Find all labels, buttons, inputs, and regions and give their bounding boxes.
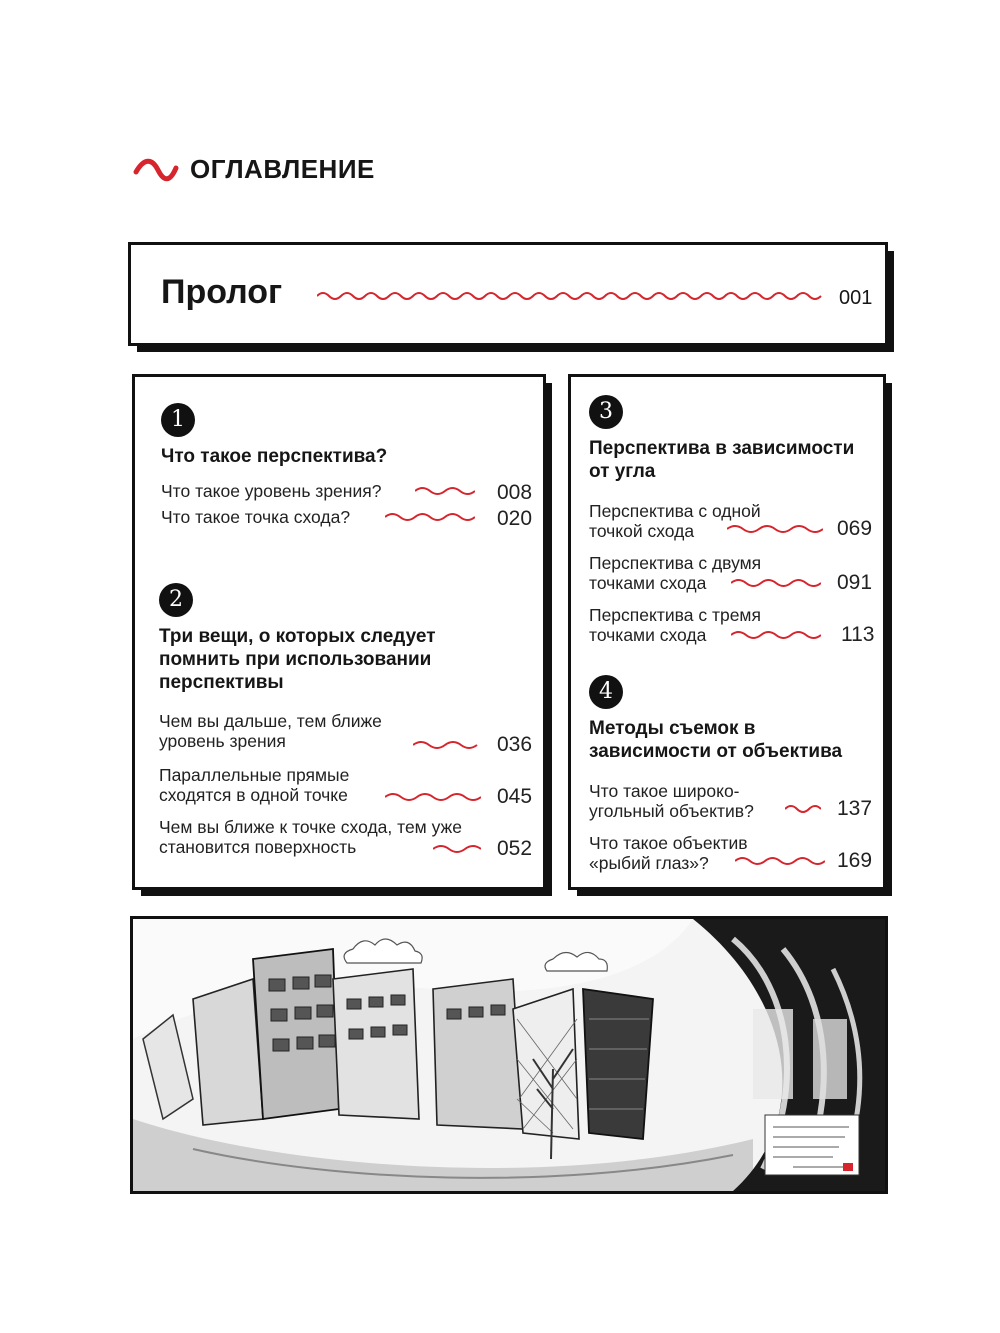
section-title[interactable]: Три вещи, о которых следует помнить при использовании перспективы bbox=[159, 626, 436, 693]
section-title[interactable]: Перспектива в зависимости от угла bbox=[589, 438, 855, 482]
page-number: 045 bbox=[497, 785, 533, 808]
section-number-badge: 4 bbox=[589, 675, 623, 709]
page-number: 020 bbox=[497, 507, 533, 530]
leader-wave-icon bbox=[735, 855, 825, 867]
page-number: 091 bbox=[837, 571, 873, 594]
section-title[interactable]: Методы съемок в зависимости от объектива bbox=[589, 718, 843, 762]
page-number: 069 bbox=[837, 517, 873, 540]
page-number: 008 bbox=[497, 481, 533, 504]
toc-entry-text[interactable]: Перспектива с двумя точками схода bbox=[589, 553, 762, 593]
toc-entry-text[interactable]: Параллельные прямые сходятся в одной точке bbox=[159, 765, 350, 805]
page-title: ОГЛАВЛЕНИЕ bbox=[190, 154, 375, 184]
prologue-title: Пролог bbox=[161, 273, 283, 311]
wave-icon bbox=[132, 156, 180, 184]
toc-column-right bbox=[568, 374, 886, 890]
page-number: 169 bbox=[837, 849, 873, 872]
leader-wave-icon bbox=[731, 629, 821, 641]
page-number: 001 bbox=[839, 287, 873, 309]
toc-entry-text[interactable]: Перспектива с одной точкой схода bbox=[589, 501, 761, 541]
leader-wave-icon bbox=[433, 843, 481, 855]
toc-entry-text[interactable]: Что такое уровень зрения? bbox=[161, 481, 382, 501]
section-title[interactable]: Что такое перспектива? bbox=[161, 446, 388, 467]
toc-entry-text[interactable]: Что такое точка схода? bbox=[161, 507, 351, 527]
prologue-entry[interactable] bbox=[128, 242, 888, 346]
toc-entry-text[interactable]: Перспектива с тремя точками схода bbox=[589, 605, 761, 645]
dotted-leader-icon bbox=[317, 289, 829, 303]
page-number: 137 bbox=[837, 797, 873, 820]
toc-header bbox=[132, 152, 532, 192]
leader-wave-icon bbox=[413, 739, 479, 751]
leader-wave-icon bbox=[385, 511, 475, 523]
leader-wave-icon bbox=[785, 803, 821, 815]
leader-wave-icon bbox=[385, 791, 481, 803]
street-sketch-image bbox=[133, 919, 885, 1191]
page-number: 036 bbox=[497, 733, 533, 756]
section-number-badge: 3 bbox=[589, 395, 623, 429]
page-number: 052 bbox=[497, 837, 533, 860]
toc-entry-text[interactable]: Чем вы дальше, тем ближе уровень зрения bbox=[159, 711, 382, 751]
fisheye-street-illustration bbox=[130, 916, 888, 1194]
section-number-badge: 2 bbox=[159, 583, 193, 617]
leader-wave-icon bbox=[415, 485, 475, 497]
toc-entry-text[interactable]: Чем вы ближе к точке схода, тем уже становится поверхность bbox=[159, 817, 462, 857]
page-number: 113 bbox=[841, 623, 875, 646]
toc-entry-text[interactable]: Что такое объектив «рыбий глаз»? bbox=[589, 833, 748, 873]
leader-wave-icon bbox=[731, 577, 821, 589]
toc-entry-text[interactable]: Что такое широко-угольный объектив? bbox=[589, 781, 754, 821]
section-number-badge: 1 bbox=[161, 403, 195, 437]
leader-wave-icon bbox=[727, 523, 823, 535]
toc-column-left bbox=[132, 374, 546, 890]
